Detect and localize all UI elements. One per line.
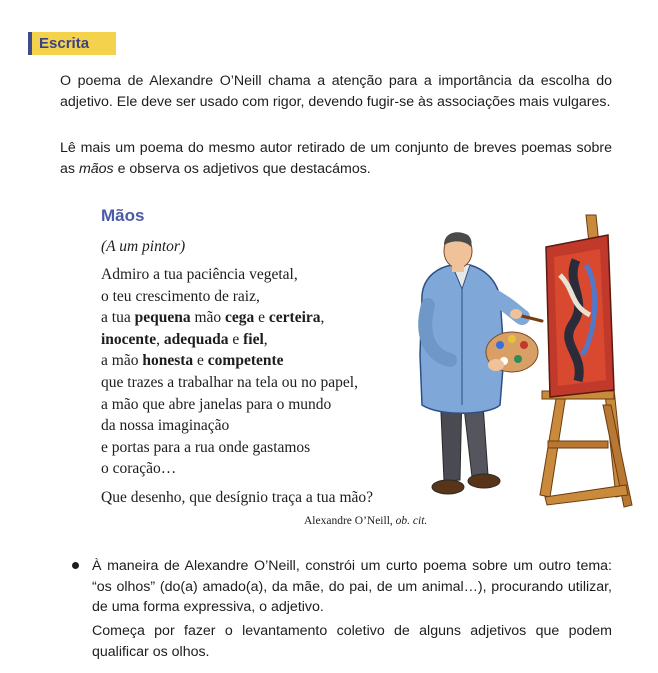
highlighted-adjective: adequada bbox=[163, 330, 229, 348]
poem-dedication: (A um pintor) bbox=[101, 238, 186, 255]
poem-line: da nossa imaginação bbox=[101, 417, 230, 435]
poem-line: o teu crescimento de raiz, bbox=[101, 287, 260, 305]
intro-p2-end: e observa os adjetivos que destacámos. bbox=[113, 160, 371, 177]
poem-line: e portas para a rua onde gastamos bbox=[101, 438, 311, 456]
intro-p2-start: Lê mais um poema do mesmo autor retirado de um conjunto de breves poemas sobre as bbox=[60, 140, 612, 177]
poem-source bbox=[304, 515, 427, 527]
poem-line: o coração… bbox=[101, 460, 177, 478]
highlighted-adjective: inocente bbox=[101, 330, 157, 348]
intro-paragraph-1: O poema de Alexandre O’Neill chama a atenção para a importância da escolha do adjetivo. Ele deve ser usado com rigor, devendo fugir-se às associações mais vulgares. bbox=[60, 73, 612, 110]
task-paragraph-2: Começa por fazer o levantamento coletivo de alguns adjetivos que podem qualificar os olhos. bbox=[92, 623, 612, 660]
section-title: Escrita bbox=[39, 35, 90, 52]
bullet-dot bbox=[72, 562, 79, 569]
highlighted-adjective: honesta bbox=[142, 352, 194, 370]
poem-lines bbox=[101, 264, 421, 480]
section-tag-bar bbox=[28, 32, 32, 55]
section-tag bbox=[28, 32, 116, 55]
highlighted-adjective: competente bbox=[207, 352, 284, 370]
poem-line: a mão honesta e competente bbox=[101, 352, 284, 370]
source-author: Alexandre O’Neill, bbox=[304, 515, 393, 527]
task-paragraph-1: À maneira de Alexandre O’Neill, constrói um curto poema sobre um outro tema: “os olhos” (do(a) amado(a), da mãe, do pai, de um animal…), procurando utilizar, de uma forma expressiva, o adjetivo. bbox=[92, 558, 612, 615]
intro-paragraph-2 bbox=[60, 138, 612, 179]
source-reference: ob. cit. bbox=[395, 515, 428, 527]
poem bbox=[101, 206, 421, 509]
canvas-painting bbox=[546, 235, 614, 397]
poem-line: a tua pequena mão cega e certeira, bbox=[101, 309, 325, 327]
poem-line: Admiro a tua paciência vegetal, bbox=[101, 266, 298, 283]
highlighted-adjective: pequena bbox=[134, 309, 191, 327]
poem-line: que trazes a trabalhar na tela ou no papel, bbox=[101, 373, 358, 391]
poem-last-line: Que desenho, que desígnio traça a tua mão? bbox=[101, 488, 374, 506]
poem-line: a mão que abre janelas para o mundo bbox=[101, 395, 332, 413]
painter-illustration bbox=[400, 205, 640, 510]
highlighted-adjective: fiel bbox=[243, 330, 264, 348]
highlighted-adjective: certeira bbox=[268, 309, 321, 327]
poem-line: inocente, adequada e fiel, bbox=[101, 330, 268, 348]
poem-title: Mãos bbox=[101, 206, 145, 225]
intro-p2-emphasis: mãos bbox=[78, 160, 114, 177]
highlighted-adjective: cega bbox=[225, 309, 255, 327]
painter-palette bbox=[486, 332, 538, 372]
